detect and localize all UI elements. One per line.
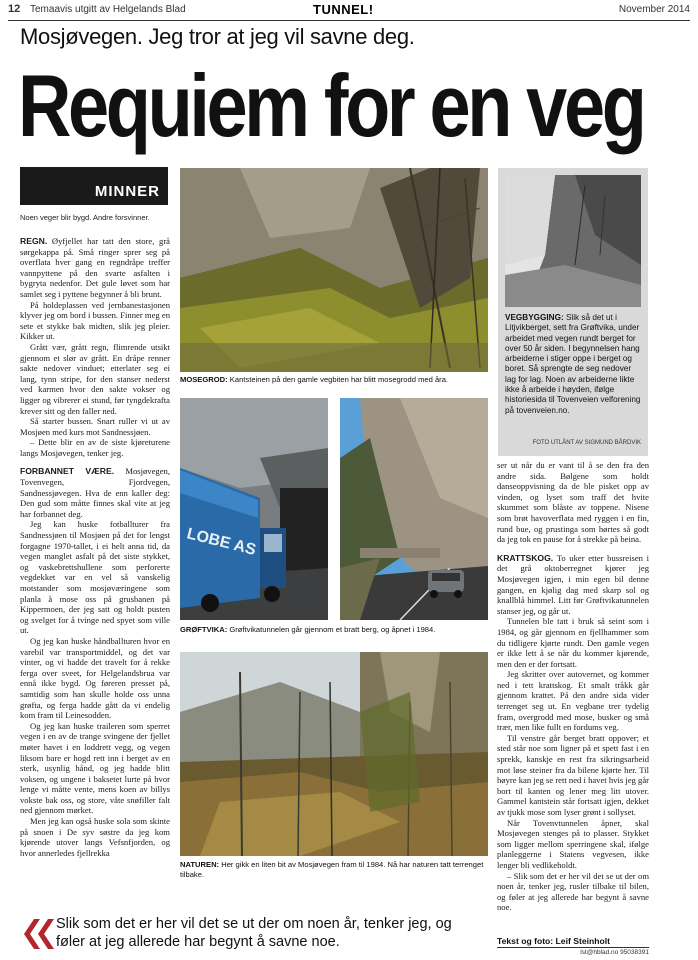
body-column-3: [497, 460, 649, 934]
subhead-regn: REGN.: [20, 236, 48, 246]
subhead-krattskog: KRATTSKOG.: [497, 552, 554, 563]
author-contact: lst@hblad.no 95038391: [580, 949, 649, 956]
paragraph: Når Tovenvtunnelen åpner, skal Mosjøvegen stenges på to plasser. Stykket som ligger mellom sperringene skal, ifølge planleggerne i Statens vegvesen, ikke lenger bli vedlikeholdt.: [497, 817, 649, 870]
paragraph: To uker etter bussreisen i det grå oktoberregnet kjører jeg Mosjøvegen igjen, i min egen bil denne gangen, en kjølig dag med skarp sol og knallblå himmel. Litt før Grøftvikatunnelen stanser jeg, og går ut.: [497, 552, 649, 616]
info-box-text: VEGBYGGING: Slik så det ut i Litjvikberget, sett fra Grøftvika, under arbeidet med vegen rundt berget for over 50 år siden. I begynnelsen hang arbeiderne i stiger oppe i berget og boret. Så sprengte de seg nedover lag for lag. Noen av arbeiderne likte ikke å arbeide i høyden, ifølge historiesida til Tovenveien velforening på tovenveien.no.: [505, 313, 641, 415]
paragraph: Og jeg kan huske traileren som sperret vegen i en av de trange svingene der fjellet møter havet i en loddrett vegg, og vegen liksom bare er hogd rett inn i berget av en sterk, usynlig hånd, og jeg hadde blitt voksen, og ungene i baksetet lurte på hvor lenge vi måtte vente, mens koen av billys vokste bak oss, og store, våte snøfiller falt ned gjennom mørket.: [20, 720, 170, 816]
paragraph: Til venstre går berget bratt oppover; et sted står noe som ligner på et spett fast i en sprekk, kanskje en rest fra sikringsarbeid mot løse steiner fra da bilene kjørte her. Til høyre kan jeg se rett ned i havet hvis jeg går bort til kanten og lener meg litt utover. Gammel kantstein står fortsatt igjen, dekket av tjukk mose som lyser grønt i sollyset.: [497, 732, 649, 817]
paragraph: Øyfjellet har tatt den store, grå sørgekappa på. Små ringer sprer seg på overflata hver gang en regndråpe treffer vannpyttene på den svarte asfalten i bygryta nedenfor. Det gule løvet som har samlet seg i pyttene begynner å bli brunt.: [20, 236, 170, 299]
page-header: [8, 3, 690, 19]
caption-naturen: NATUREN: Her gikk en liten bit av Mosjøvegen fram til 1984. Nå har naturen tatt terrenget tilbake.: [180, 860, 484, 879]
caption-grøftvika: GRØFTVIKA: Grøftvikatunnelen går gjennom et bratt berg, og åpnet i 1984.: [180, 625, 436, 634]
publication-name: Temaavis utgitt av Helgelands Blad: [30, 4, 186, 15]
article-kicker: Mosjøvegen. Jeg tror at jeg vil savne deg.: [20, 24, 415, 49]
photo-credit: FOTO UTLÅNT AV SIGMUND BÅRDVIK: [532, 440, 641, 446]
paragraph: Og jeg kan huske håndballturen hvor en varebil var transportmiddel, og det var vinter, og vi hadde det travelt for å rekke ferga over sveet, for Helgelandsbrua var ennå ikke bygd. Og føreren presset på, samtidig som han skulle holde oss unna grøfta, og ferga hadde gått da vi endelig kom fram til Leinesodden.: [20, 635, 170, 721]
caption-label: NATUREN:: [180, 860, 220, 869]
paragraph: Jeg skritter over autovernet, og kommer ned i tett krattskog. Et smalt tråkk går gjennom krattet. På den andre sida vider terrenget seg ut. En vegbane trer tydelig fram, overgrodd med mose, busker og små trær, men like fullt en fordums veg.: [497, 669, 649, 733]
info-box-label: VEGBYGGING:: [505, 313, 564, 322]
caption-label: MOSEGROD:: [180, 375, 228, 384]
photo-grøftvika-truck: [180, 398, 328, 620]
section-label: MINNER: [94, 183, 160, 200]
paragraph: Jeg kan huske fotballturer fra Sandnessjøen til Mosjøen på det for lengst forgagne 1970-tallet, i ei helt anna tid, da vegen manglet asfalt på det siste stykket, og vaskebrettshullene som perforerte vegdekket var en vel så vanskelig motstander som mosjøværingene som planla å mose oss på grusbanen på Kippermoen, der jeg satt og holdt pusten og svelget for å tvinge ned spyet som ville ut.: [20, 519, 170, 636]
article-deck: Noen veger blir bygd. Andre forsvinner.: [20, 213, 150, 222]
photo-mosegrod: [180, 168, 488, 372]
paragraph: Tunnelen ble tatt i bruk så seint som i 1984, og går gjennom en fjellhammer som du tidligere kjørte rundt. Den gamle vegen er ikke lett å se når du kommer kjørende, men den er der fortsatt.: [497, 616, 649, 669]
paragraph: ser ut når du er vant til å se den fra den andre sida. Bølgene som holdt danseoppvisning da de ble pisket opp av vinden, og lyset som traff det hvite skummet som blåste av toppene. Nisene som brøt havoverflata med ryggen i en fin, rund bue, og prustinga som hørtes så godt da jeg tok en pause for å strekke på beina.: [497, 460, 649, 545]
paragraph: Men jeg kan også huske sola som skinte på snoen i De syv søstre da jeg kom kjørende utover langs Vefsnfjorden, og hvor annerledes fjellrekka: [20, 816, 170, 858]
byline: Tekst og foto: Leif Steinholt: [497, 936, 610, 946]
byline-rule: [497, 947, 649, 948]
page-number: 12: [8, 3, 21, 15]
photo-grøftvika-car: [340, 398, 488, 620]
section-name: TUNNEL!: [313, 2, 374, 17]
paragraph: – Slik som det er her vil det se ut der om noen år, tenker jeg, rusler tilbake til bilen, og føler at jeg allerede har begynt å savne noe.: [497, 870, 649, 913]
subhead-forbannet: FORBANNET VÆRE.: [20, 466, 115, 477]
paragraph: Mosjøvegen, Tovenvegen, Fjordvegen, Sandnessjøvegen. Hva de enn kaller deg: Den gud som måtte finnes skal vite at jeg har forbannet deg.: [20, 466, 170, 519]
issue-date: November 2014: [618, 4, 690, 15]
historical-info-box: [498, 168, 648, 456]
section-label-box: [20, 167, 168, 205]
paragraph: – Dette blir en av de siste kjøreturene langs Mosjøvegen, tenker jeg.: [20, 437, 170, 458]
photo-vegbygging: [505, 175, 641, 307]
quote-marks-icon: [20, 917, 54, 951]
truck-text: LOBE AS: [185, 525, 258, 559]
photo-naturen: [180, 652, 488, 856]
paragraph: Så starter bussen. Snart ruller vi ut av Mosjøen med kurs mot Sandnessjøen.: [20, 416, 170, 437]
paragraph: Grått vær, grått regn, flimrende utsikt gjennom et slør av grått. En dråpe renner sakte nedover vinduet; etterlater seg ei lang, tynn stripe, for den stanser nederst ved karmen hvor den sakte vokser og ligger og vibrerer ei stund, før tyngdekrafta krever sitt og den faller ned.: [20, 341, 170, 416]
article-headline: Requiem for en veg: [18, 56, 644, 155]
caption-mosegrod: MOSEGROD: Kantsteinen på den gamle vegbiten har blitt mosegrodd med åra.: [180, 375, 449, 384]
caption-label: GRØFTVIKA:: [180, 625, 228, 634]
paragraph: På holdeplassen ved jernbanestasjonen klyver jeg om bord i bussen. Finner meg en sete et stykke bak midten, slik jeg pleier. Kikker ut.: [20, 299, 170, 342]
body-column-1: [20, 236, 170, 896]
pull-quote: Slik som det er her vil det se ut der om noen år, tenker jeg, og føler at jeg allerede har begynt å savne noe.: [56, 916, 452, 950]
header-rule: [8, 20, 690, 21]
